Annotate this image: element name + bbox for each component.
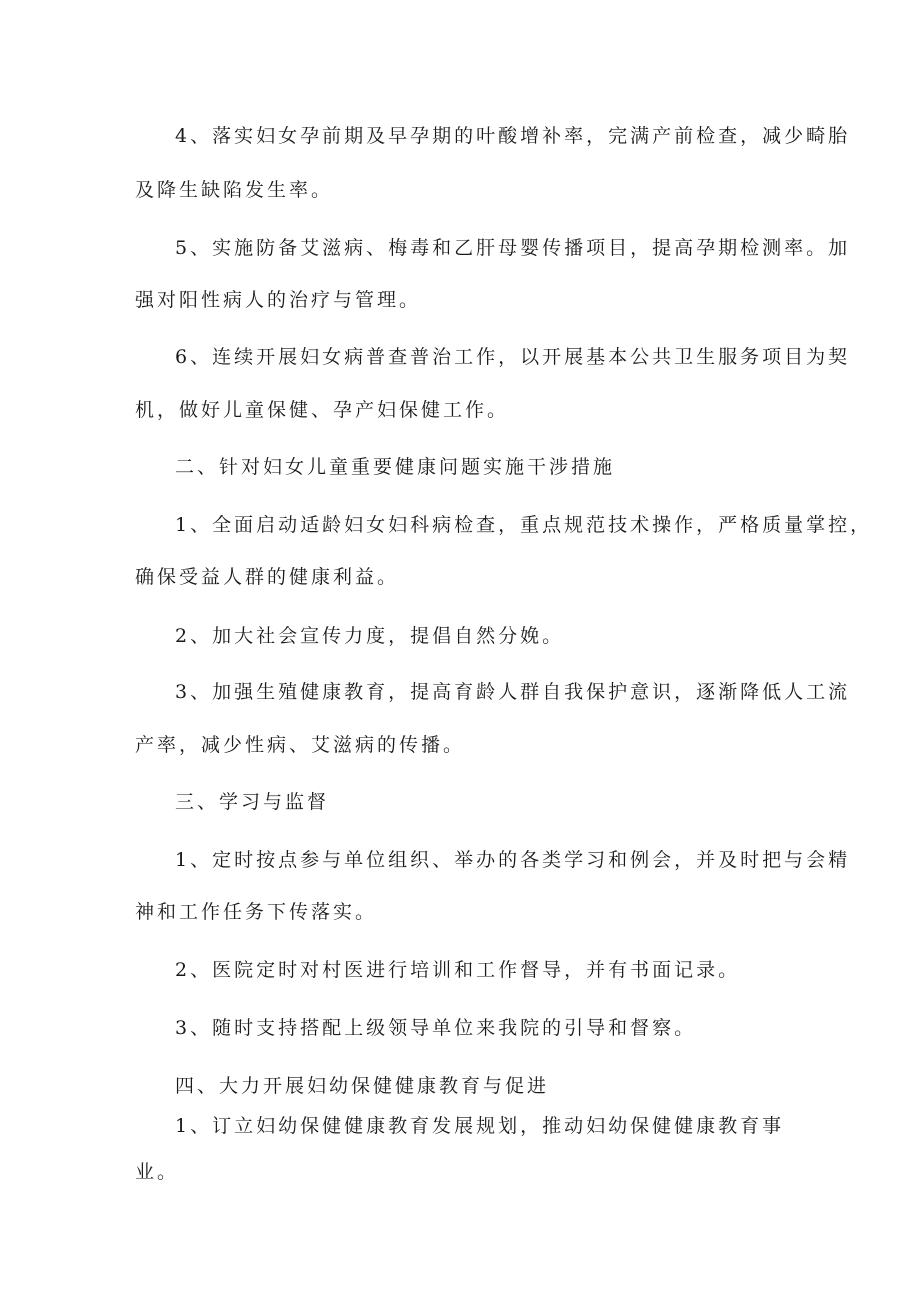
paragraph-3-line-1: 6、连续开展妇女病普查普治工作，以开展基本公共卫生服务项目为契 bbox=[175, 346, 851, 368]
paragraph-1-line-1: 4、落实妇女孕前期及早孕期的叶酸增补率，完满产前检查，减少畸胎 bbox=[175, 125, 851, 147]
paragraph-3-line-2: 机，做好儿童保健、孕产妇保健工作。 bbox=[135, 399, 510, 421]
paragraph-10-line-1: 2、医院定时对村医进行培训和工作督导，并有书面记录。 bbox=[175, 959, 741, 981]
paragraph-11-line-1: 3、随时支持搭配上级领导单位来我院的引导和督察。 bbox=[175, 1017, 697, 1039]
paragraph-9-line-2: 神和工作任务下传落实。 bbox=[135, 901, 378, 923]
paragraph-13-line-1: 1、订立妇幼保健健康教育发展规划，推动妇幼保健健康教育事 bbox=[175, 1115, 785, 1137]
paragraph-13-line-2: 业。 bbox=[135, 1161, 180, 1183]
paragraph-5-line-1: 1、全面启动适龄妇女妇科病检查，重点规范技术操作，严格质量掌控， bbox=[175, 514, 873, 536]
paragraph-2-line-2: 强对阳性病人的治疗与管理。 bbox=[135, 289, 422, 311]
paragraph-7-line-2: 产率，减少性病、艾滋病的传播。 bbox=[135, 734, 466, 756]
paragraph-9-line-1: 1、定时按点参与单位组织、举办的各类学习和例会，并及时把与会精 bbox=[175, 849, 851, 871]
section-heading-4: 四、大力开展妇幼保健健康教育与促进 bbox=[175, 1075, 550, 1097]
paragraph-5-line-2: 确保受益人群的健康利益。 bbox=[135, 566, 400, 588]
section-heading-3: 三、学习与监督 bbox=[175, 791, 330, 813]
paragraph-2-line-1: 5、实施防备艾滋病、梅毒和乙肝母婴传播项目，提高孕期检测率。加 bbox=[175, 237, 851, 259]
section-heading-2: 二、针对妇女儿童重要健康问题实施干涉措施 bbox=[175, 456, 616, 478]
paragraph-1-line-2: 及降生缺陷发生率。 bbox=[135, 179, 334, 201]
paragraph-7-line-1: 3、加强生殖健康教育，提高育龄人群自我保护意识，逐渐降低人工流 bbox=[175, 681, 851, 703]
paragraph-6-line-1: 2、加大社会宣传力度，提倡自然分娩。 bbox=[175, 625, 565, 647]
